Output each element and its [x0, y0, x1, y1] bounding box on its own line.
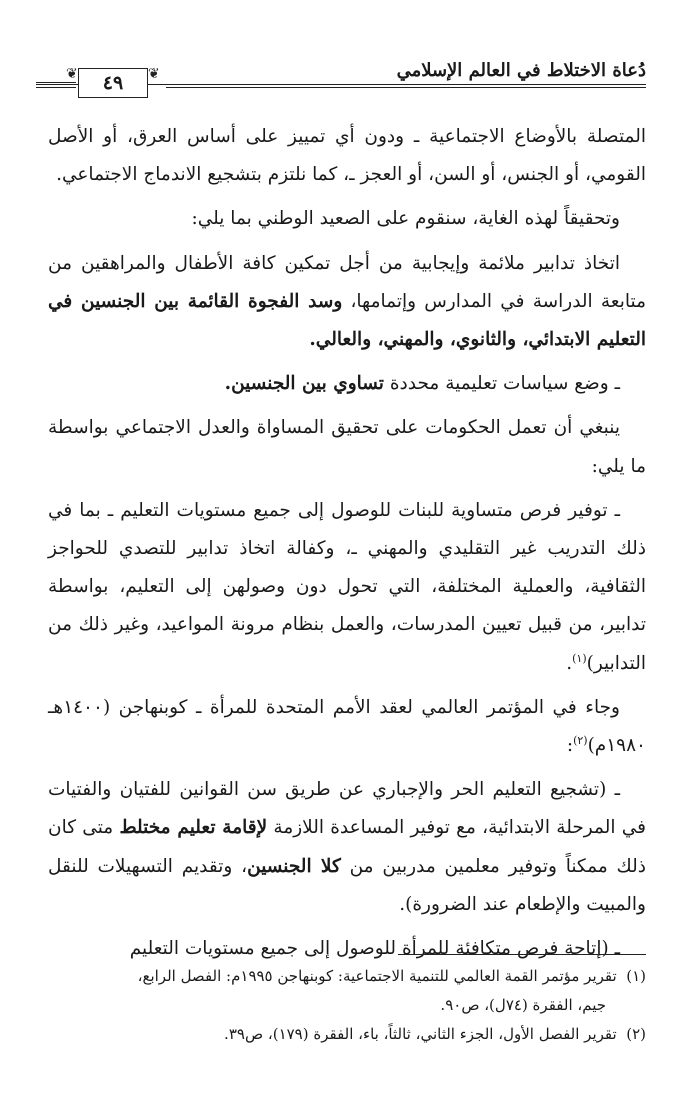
paragraph	[48, 492, 646, 683]
footnote-text: تقرير مؤتمر القمة العالمي للتنمية الاجتماعية: كوبنهاجن ١٩٩٥م: الفصل الرابع،	[137, 967, 617, 985]
footnote-1	[48, 962, 646, 991]
paragraph: ـ (إتاحة فرص متكافئة للمرأة للوصول إلى جميع مستويات التعليم	[129, 938, 620, 960]
footnote-number: (١)	[626, 967, 646, 985]
paragraph	[48, 245, 646, 360]
running-title: دُعاة الاختلاط في العالم الإسلامي	[396, 60, 646, 81]
paragraph	[48, 771, 646, 924]
text-run: متى كان ذلك ممكناً وتوفير معلمين مدربين من	[48, 817, 646, 877]
paragraph	[48, 365, 646, 403]
paragraph: ينبغي أن تعمل الحكومات على تحقيق المساواة والعدل الاجتماعي بواسطة ما يلي:	[48, 417, 646, 477]
footnote-separator	[398, 954, 646, 955]
bold-text: كلا الجنسين	[247, 855, 341, 877]
header-double-line	[36, 82, 76, 88]
footnote-ref[interactable]: (١)	[572, 651, 587, 665]
footnotes	[48, 962, 646, 1049]
text-run: :	[566, 735, 574, 757]
header-rule-secondary	[166, 87, 646, 88]
bold-text: لإقامة تعليم مختلط	[119, 817, 268, 839]
text-run: وجاء في المؤتمر العالمي لعقد الأمم المتحدة للمرأة ـ كوبنهاجن (١٤٠٠هـ ١٩٨٠م)	[48, 696, 646, 757]
footnote-ref[interactable]: (٢)	[573, 733, 588, 747]
leaf-ornament-icon: ❦	[66, 66, 78, 82]
bold-text: وسد الفجوة القائمة بين الجنسين في التعليم الابتدائي، والثانوي، والمهني، والعالي.	[48, 290, 646, 351]
footnote-number: (٢)	[626, 1025, 646, 1043]
page-header	[36, 54, 646, 100]
footnote-1-continued: جيم، الفقرة (٧٤ل)، ص٩٠.	[440, 996, 606, 1014]
text-run: ـ توفير فرص متساوية للبنات للوصول إلى جميع مستويات التعليم ـ بما في ذلك التدريب غير التقليدي والمهني ـ، وكفالة اتخاذ تدابير للتصدي للحواجز الثقافية، والعملية المختلفة، التي تحول دون وصولهن إلى التعليم، بواسطة تدابير، من قبيل تعيين المدرسات، والعمل بنظام مرونة المواعيد، وغير ذلك من التدابير)	[48, 499, 646, 674]
text-run: اتخاذ تدابير ملائمة وإيجابية من أجل تمكين كافة الأطفال والمراهقين من متابعة الدراسة في المدارس وإتمامها،	[48, 252, 646, 312]
footnote-2	[48, 1020, 646, 1049]
main-text	[48, 118, 646, 974]
footnote-text: تقرير الفصل الأول، الجزء الثاني، ثالثاً، باء، الفقرة (١٧٩)، ص٣٩.	[224, 1025, 617, 1043]
page-number: ٤٩	[78, 68, 148, 98]
paragraph: وتحقيقاً لهذه الغاية، سنقوم على الصعيد الوطني بما يلي:	[191, 208, 620, 230]
text-run: .	[566, 652, 573, 674]
leaf-ornament-icon: ❦	[148, 66, 160, 82]
bold-text: تساوي بين الجنسين.	[224, 373, 384, 395]
text-run: ـ (تشجيع التعليم الحر والإجباري عن طريق سن القوانين للفتيان والفتيات في المرحلة الابتدائية، مع توفير المساعدة اللازمة	[48, 779, 646, 839]
text-run: ، وتقديم التسهيلات للنقل والمبيت والإطعام عند الضرورة).	[48, 855, 646, 915]
paragraph	[48, 689, 646, 765]
text-run: ـ وضع سياسات تعليمية محددة	[383, 373, 620, 395]
paragraph: المتصلة بالأوضاع الاجتماعية ـ ودون أي تمييز على أساس العرق، أو الأصل القومي، أو الجنس، أو السن، أو العجز ـ، كما نلتزم بتشجيع الاندماج الاجتماعي.	[48, 126, 646, 186]
